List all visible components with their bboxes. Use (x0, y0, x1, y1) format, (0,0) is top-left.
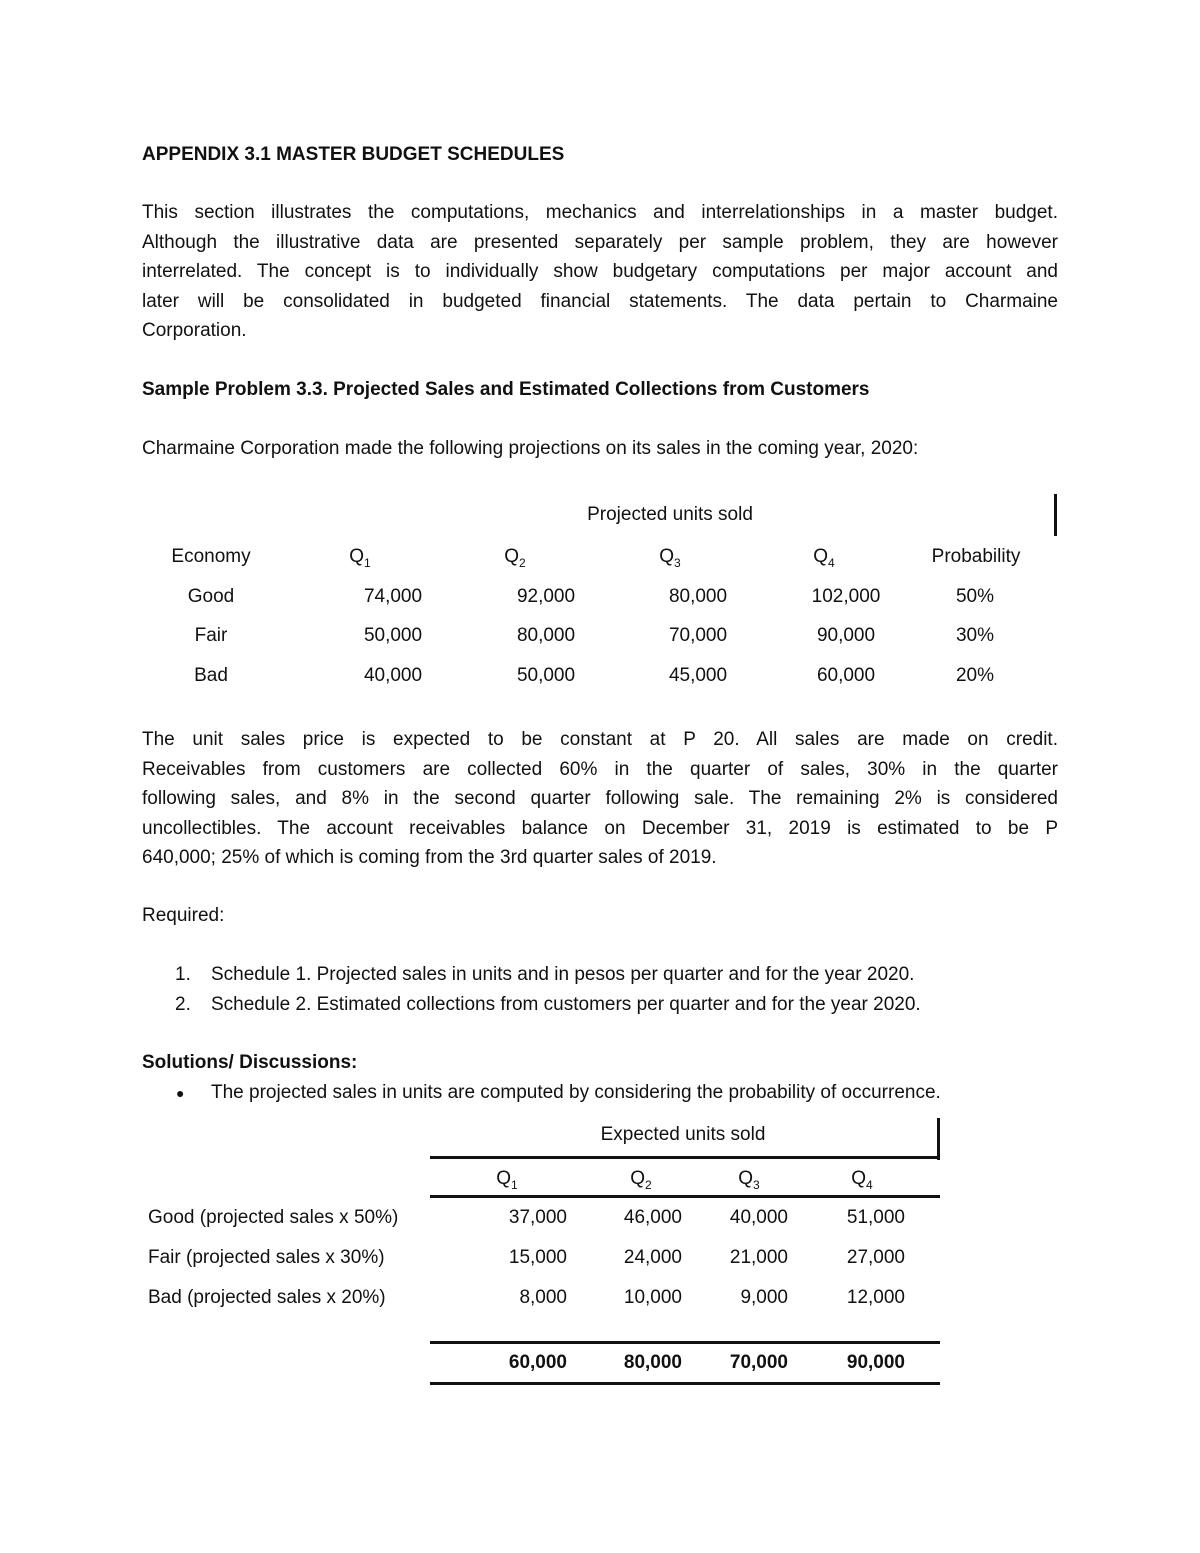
table2-header: $Q_1$ (496, 1168, 518, 1192)
total-cell: 80,000 (623, 1352, 682, 1373)
table-cell: 30% (955, 625, 995, 646)
table-cell: 74,000 (363, 586, 423, 607)
required-num: 1. (175, 964, 191, 985)
table-cell: 92,000 (516, 586, 576, 607)
table-cell: 40,000 (729, 1207, 788, 1228)
table1-header: $Q_2$ (504, 546, 526, 570)
table-cell: 21,000 (729, 1247, 788, 1268)
table-cell: 45,000 (668, 665, 728, 686)
table-cell: 27,000 (846, 1247, 905, 1268)
table-cell: 12,000 (846, 1287, 905, 1308)
table-cell: 50,000 (516, 665, 576, 686)
table-cell: 24,000 (623, 1247, 682, 1268)
solutions-label: Solutions/ Discussions: (142, 1052, 358, 1073)
table1-header: Economy (171, 546, 251, 567)
bullet-text: The projected sales in units are computed by considering the probability of occurrence. (211, 1082, 941, 1103)
intro-paragraph (142, 198, 1058, 346)
table2-header: $Q_4$ (851, 1168, 873, 1192)
intro-line: Although the illustrative data are presented separately per sample problem, they are however (142, 231, 1058, 253)
intro-line: Corporation. (142, 320, 247, 342)
table-cell: 102,000 (811, 586, 881, 607)
total-cell: 70,000 (729, 1352, 788, 1373)
required-num: 2. (175, 994, 191, 1015)
table2-rule (430, 1195, 940, 1198)
table1-header: $Q_3$ (659, 546, 681, 570)
details-paragraph (142, 725, 1058, 873)
row-label: Good (187, 586, 235, 607)
required-item: Schedule 1. Projected sales in units and in pesos per quarter and for the year 2020. (211, 964, 915, 985)
total-cell: 60,000 (508, 1352, 567, 1373)
table2-rule (430, 1382, 940, 1385)
table-cell: 70,000 (668, 625, 728, 646)
required-item: Schedule 2. Estimated collections from customers per quarter and for the year 2020. (211, 994, 921, 1015)
table2-header: $Q_3$ (738, 1168, 760, 1192)
intro-line: This section illustrates the computations, mechanics and interrelationships in a master budget. (142, 202, 1058, 223)
table1-header: $Q_4$ (813, 546, 835, 570)
table-cell: 80,000 (516, 625, 576, 646)
problem-intro: Charmaine Corporation made the following projections on its sales in the coming year, 2020: (142, 438, 919, 459)
table2-rule (430, 1156, 940, 1159)
intro-line: interrelated. The concept is to individually show budgetary computations per major account and (142, 261, 1058, 283)
row-label: Fair (projected sales x 30%) (148, 1247, 385, 1268)
row-label: Good (projected sales x 50%) (148, 1207, 399, 1228)
table-cell: 51,000 (846, 1207, 905, 1228)
table-cell: 80,000 (668, 586, 728, 607)
table-cell: 90,000 (816, 625, 876, 646)
table-cell: 15,000 (508, 1247, 567, 1268)
details-line: following sales, and 8% in the second quarter following sale. The remaining 2% is considered (142, 788, 1058, 810)
details-line: Receivables from customers are collected 60% in the quarter of sales, 30% in the quarter (142, 758, 1058, 780)
table1-caption: Projected units sold (587, 504, 753, 525)
table-cell: 50,000 (363, 625, 423, 646)
table-cell: 37,000 (508, 1207, 567, 1228)
table-cell: 20% (955, 665, 995, 686)
intro-line: later will be consolidated in budgeted financial statements. The data pertain to Charmaine (142, 290, 1058, 312)
table-cell: 8,000 (519, 1287, 567, 1308)
row-label: Bad (projected sales x 20%) (148, 1287, 386, 1308)
table1-border (1054, 494, 1057, 536)
required-label: Required: (142, 905, 225, 926)
table-cell: 46,000 (623, 1207, 682, 1228)
table1-header: Probability (931, 546, 1021, 567)
details-line: 640,000; 25% of which is coming from the 3rd quarter sales of 2019. (142, 847, 717, 869)
table-cell: 10,000 (623, 1287, 682, 1308)
table-cell: 40,000 (363, 665, 423, 686)
table2-caption: Expected units sold (600, 1124, 766, 1145)
table1-header: $Q_1$ (349, 546, 371, 570)
table-cell: 60,000 (816, 665, 876, 686)
details-line: The unit sales price is expected to be constant at P 20. All sales are made on credit. (142, 729, 1058, 750)
problem-title: Sample Problem 3.3. Projected Sales and Estimated Collections from Customers (142, 379, 870, 400)
table2-border (937, 1118, 940, 1160)
page-title: APPENDIX 3.1 MASTER BUDGET SCHEDULES (142, 144, 565, 165)
table2-rule (430, 1341, 940, 1344)
row-label: Fair (194, 625, 228, 646)
table-cell: 9,000 (740, 1287, 788, 1308)
details-line: uncollectibles. The account receivables balance on December 31, 2019 is estimated to be P (142, 817, 1058, 839)
bullet-icon: ● (176, 1085, 185, 1101)
row-label: Bad (194, 665, 228, 686)
table-cell: 50% (955, 586, 995, 607)
table2-header: $Q_2$ (630, 1168, 652, 1192)
total-cell: 90,000 (846, 1352, 905, 1373)
